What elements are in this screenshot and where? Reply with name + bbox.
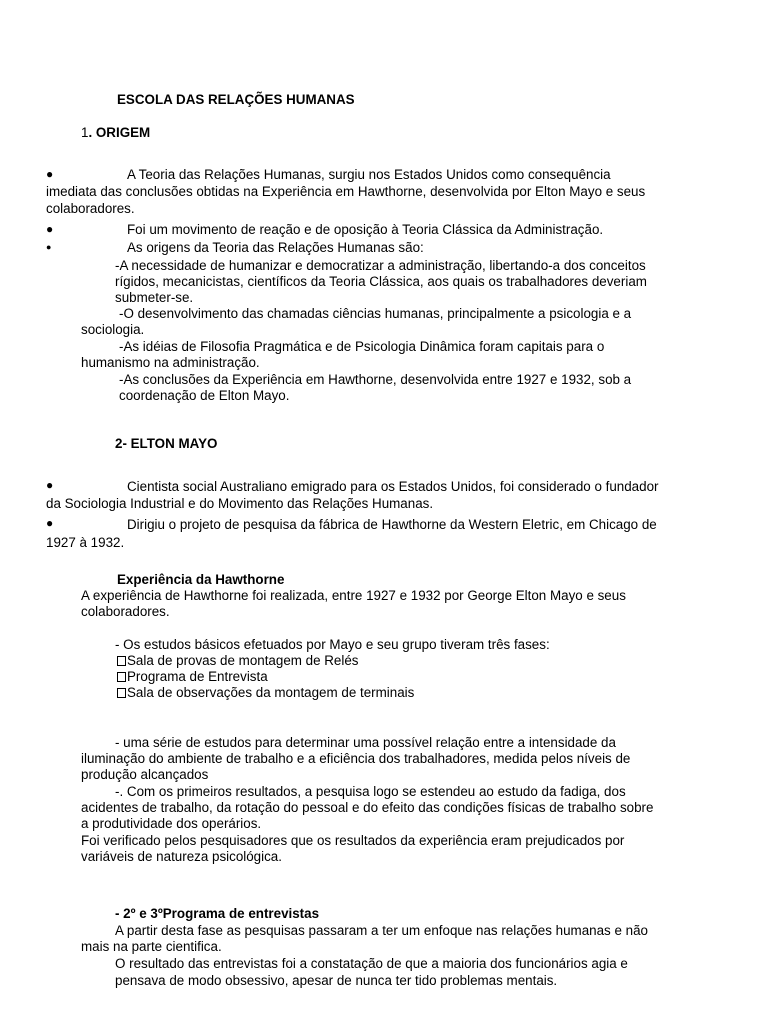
paragraph-line: colaboradores. (81, 604, 170, 619)
bullet-icon: ● (46, 167, 54, 181)
bullet-icon: ● (46, 222, 54, 236)
subheading-experiencia: Experiência da Hawthorne (117, 572, 285, 587)
phase-label: Sala de provas de montagem de Relés (127, 653, 359, 668)
paragraph-line: Dirigiu o projeto de pesquisa da fábrica de Hawthorne da Western Eletric, em Chicago de (127, 517, 657, 532)
heading-text: . ORIGEM (88, 125, 151, 140)
paragraph-line: sociologia. (81, 322, 145, 337)
paragraph-line: O resultado das entrevistas foi a constatação de que a maioria dos funcionários agia e (115, 956, 628, 971)
subheading-programa-entrevistas: - 2º e 3ºPrograma de entrevistas (115, 906, 320, 921)
paragraph-line: rígidos, mecanicistas, científicos da Teoria Clássica, aos quais os trabalhadores deveriam (115, 274, 647, 289)
checkbox-icon (117, 688, 126, 698)
paragraph-line: mais na parte cientifica. (81, 939, 222, 954)
paragraph-line: A experiência de Hawthorne foi realizada, entre 1927 e 1932 por George Elton Mayo e seus (81, 588, 626, 603)
paragraph-line: a produtividade dos operários. (81, 816, 262, 831)
paragraph-line: As origens da Teoria das Relações Humanas são: (127, 240, 424, 255)
paragraph-line: iluminação do ambiente de trabalho e a eficiência dos trabalhadores, medida pelos níveis de (81, 751, 631, 766)
paragraph-line: da Sociologia Industrial e do Movimento das Relações Humanas. (46, 496, 434, 511)
phase-item (117, 653, 359, 669)
phase-item (117, 669, 268, 685)
paragraph-line: 1927 à 1932. (46, 535, 125, 550)
paragraph-line: -A necessidade de humanizar e democratizar a administração, libertando-a dos conceitos (115, 258, 646, 273)
section-heading-origem (81, 125, 150, 141)
bullet-icon: ● (46, 516, 54, 530)
paragraph-line: submeter-se. (115, 290, 194, 305)
phase-label: Sala de observações da montagem de terminais (127, 685, 415, 700)
paragraph-line: -As conclusões da Experiência em Hawthorne, desenvolvida entre 1927 e 1932, sob a (119, 372, 632, 387)
paragraph-line: Cientista social Australiano emigrado para os Estados Unidos, foi considerado o fundador (127, 479, 659, 494)
checkbox-icon (117, 656, 126, 666)
paragraph-line: humanismo na administração. (81, 355, 260, 370)
phase-item (117, 685, 414, 701)
paragraph-line: Foi um movimento de reação e de oposição à Teoria Clássica da Administração. (127, 222, 604, 237)
paragraph-line: variáveis de natureza psicológica. (81, 849, 282, 864)
paragraph-line: imediata das conclusões obtidas na Experiência em Hawthorne, desenvolvida por Elton Mayo e seus (46, 184, 646, 199)
paragraph-line: -O desenvolvimento das chamadas ciências humanas, principalmente a psicologia e a (119, 306, 632, 321)
section-heading-elton-mayo: 2- ELTON MAYO (115, 436, 218, 451)
heading-number: 1 (81, 125, 89, 140)
paragraph-line: -. Com os primeiros resultados, a pesquisa logo se estendeu ao estudo da fadiga, dos (115, 784, 626, 799)
paragraph-line: produção alcançados (81, 767, 209, 782)
paragraph-line: coordenação de Elton Mayo. (119, 388, 290, 403)
bullet-icon: ● (46, 478, 54, 492)
paragraph-line: A partir desta fase as pesquisas passaram a ter um enfoque nas relações humanas e não (115, 923, 648, 938)
paragraph-line: pensava de modo obsessivo, apesar de nunca ter tido problemas mentais. (115, 973, 558, 988)
paragraph-line: -As idéias de Filosofia Pragmática e de Psicologia Dinâmica foram capitais para o (119, 339, 605, 354)
phase-label: Programa de Entrevista (127, 669, 268, 684)
paragraph-line: Foi verificado pelos pesquisadores que os resultados da experiência eram prejudicados por (81, 833, 625, 848)
bullet-icon: ● (46, 242, 52, 252)
paragraph-line: - uma série de estudos para determinar uma possível relação entre a intensidade da (115, 735, 616, 750)
paragraph-line: colaboradores. (46, 201, 135, 216)
paragraph-line: acidentes de trabalho, da rotação do pessoal e do efeito das condições físicas de trabalho sobre (81, 800, 654, 815)
paragraph-line: A Teoria das Relações Humanas, surgiu nos Estados Unidos como consequência (127, 167, 611, 182)
checkbox-icon (117, 672, 126, 682)
paragraph-line: - Os estudos básicos efetuados por Mayo e seu grupo tiveram três fases: (115, 637, 550, 652)
document-title: ESCOLA DAS RELAÇÕES HUMANAS (117, 92, 355, 107)
